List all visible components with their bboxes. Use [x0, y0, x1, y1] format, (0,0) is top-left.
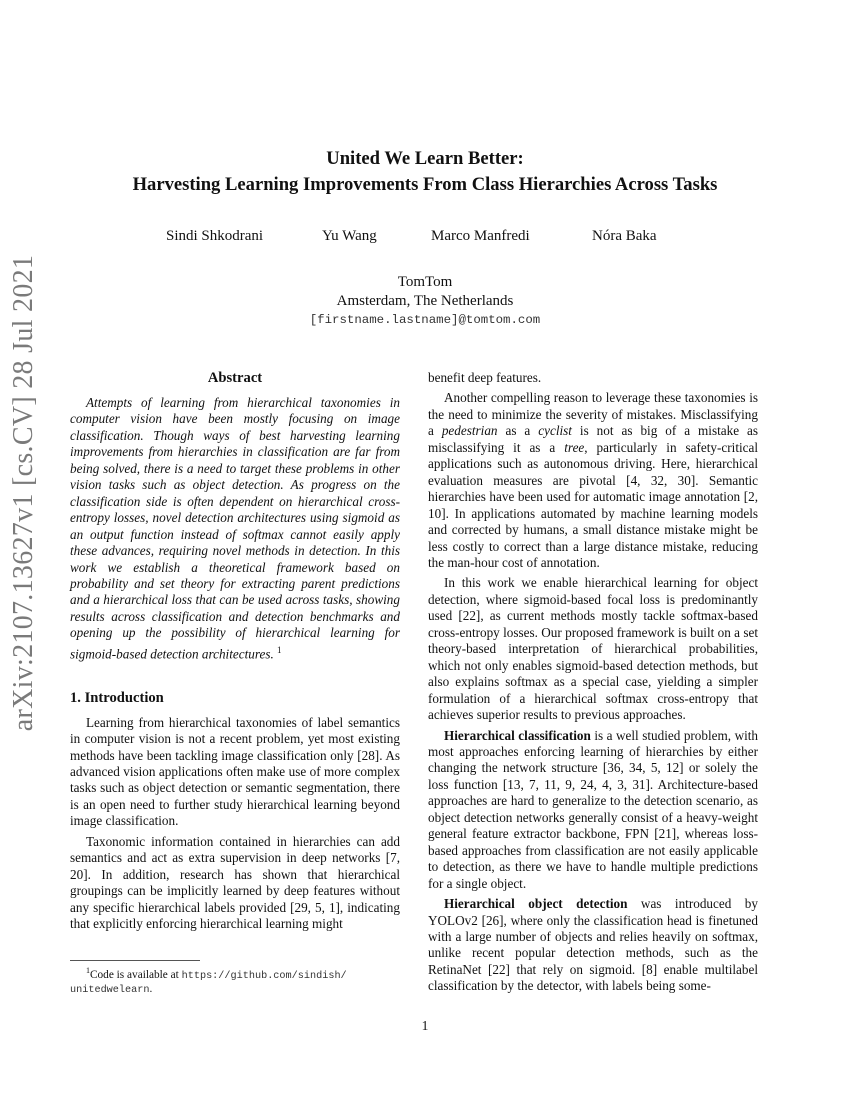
right-column: [428, 370, 758, 999]
affiliation-org: TomTom: [397, 274, 453, 290]
author-2: Yu Wang: [322, 228, 377, 244]
author-1: Sindi Shkodrani: [166, 228, 264, 244]
abstract-text: [70, 395, 400, 663]
p3-italic-cyclist: cyclist: [538, 423, 572, 439]
affiliation: [0, 273, 850, 330]
affiliation-email: [firstname.lastname]@tomtom.com: [309, 313, 541, 327]
arxiv-stamp: [4, 254, 44, 731]
intro-paragraph-2: Taxonomic information contained in hierarchies can add semantics and act as extra supervision in deep networks [7, 20]. In addition, research has shown that hierarchical groupings can be implicitly learned by deep features without any specific hierarchical labels provided [29, 5, 1], indicating that explicitly enforcing hierarchical learning might: [70, 833, 400, 932]
p3-segment-c: is not as big of a mistake as misclassifying it as a: [428, 423, 759, 455]
affiliation-location: Amsterdam, The Netherlands: [336, 293, 514, 309]
p3-segment-b: as a: [505, 423, 531, 439]
title-line-2: Harvesting Learning Improvements From Class Hierarchies Across Tasks: [132, 174, 718, 195]
author-4: Nóra Baka: [592, 228, 657, 244]
page-number: 1: [421, 1018, 429, 1033]
arxiv-stamp-text: arXiv:2107.13627v1 [cs.CV] 28 Jul 2021: [8, 254, 40, 731]
run-in-heading-hierarchical-object-detection: Hierarchical object detection: [444, 896, 628, 912]
author-3: Marco Manfredi: [431, 228, 530, 244]
intro-paragraph-4: In this work we enable hierarchical learning for object detection, where sigmoid-based focal loss is predominantly used [22], as current methods mostly tackle softmax-based cross-entropy losses. Our proposed framework is built on a set theory-based interpretation of hierarchical probabilities, which not only enables sigmoid-based detection methods, but also explains softmax as a special case, yielding a simpler formulation of a hierarchical softmax cross-entropy that achieves superior results to previous approaches.: [428, 575, 758, 723]
section-heading-introduction: 1. Introduction: [70, 689, 164, 706]
intro-paragraph-3: [428, 390, 758, 571]
left-column: [70, 370, 400, 937]
p5-text: is a well studied problem, with most approaches enforcing learning of hierarchies by either changing the network structure [36, 34, 5, 12] or solely the loss function [13, 7, 11, 9, 24, 4, 3, 31]. Architecture-based approaches are hard to generalize to the detection scenario, as object detection networks generally consist of a heavy-weight general feature extractor backbone, FPN [21], whereas loss-based approaches from classification are not easily applicable to detection, as there we have to handle multiple predictions for a single object.: [428, 727, 759, 891]
intro-paragraph-5: [428, 728, 758, 893]
abstract-footnote-mark: 1: [277, 644, 282, 655]
p3-segment-a: Another compelling reason to leverage these taxonomies is the need to minimize the severity of mistakes. Misclassifying a: [428, 390, 758, 439]
p3-segment-d: , particularly in safety-critical applications such as autonomous driving. Here, hierarchical evaluation measures are pivotal [4, 32, 30]. Semantic hierarchies have been used for automatic image annotation [2, 10]. In applications automated by machine learning models and corrected by humans, a small distance mistake might be less costly to correct than a large distance mistake, reducing the man-hour cost of annotation.: [428, 439, 759, 570]
p3-italic-tree: tree: [564, 439, 585, 455]
footnote-label: Code is available at: [90, 968, 179, 981]
footnote-end: .: [149, 983, 153, 996]
footnote: [70, 960, 400, 998]
run-in-heading-hierarchical-classification: Hierarchical classification: [444, 727, 591, 743]
footnote-url-link[interactable]: https://github.com/sindish/: [181, 970, 347, 982]
intro-paragraph-1: Learning from hierarchical taxonomies of label semantics in computer vision is not a recent problem, yet most existing methods have been tackling image classification only [28]. As advanced vision applications often make use of more complex tasks such as object detection or semantic segmentation, there is an open need to further study hierarchical learning beyond image classification.: [70, 714, 400, 829]
title-line-1: United We Learn Better:: [326, 148, 524, 169]
footnote-text: [70, 964, 400, 998]
intro-paragraph-6: [428, 896, 758, 995]
footnote-url-link-cont[interactable]: unitedwelearn: [70, 985, 150, 997]
footnote-mark: 1: [86, 966, 90, 975]
abstract-heading: Abstract: [207, 370, 263, 386]
paper-title: [0, 146, 850, 198]
footnote-rule: [70, 960, 200, 961]
abstract-body-text: Attempts of learning from hierarchical taxonomies in computer vision have been mostly focusing on image classification. Though ways of best harvesting learning improvements from hierarchies in classification are far from being solved, there is a need to target these problems in other vision tasks such as object detection. As progress on the classification side is often dependent on hierarchical cross-entropy losses, novel detection architectures using sigmoid as an output function instead of softmax cannot easily apply these advances, requiring novel methods in detection. In this work we establish a theoretical framework based on probability and set theory for extracting parent predictions and a hierarchical loss that can be used across tasks, showing results across classification and detection benchmarks and opening up the possibility of hierarchical learning for sigmoid-based detection architectures.: [70, 395, 400, 662]
p6-text: was introduced by YOLOv2 [26], where only the classification head is finetuned with a large number of objects and relies heavily on softmax, unlike recent popular detection methods, such as the RetinaNet [22] that rely on sigmoid. [8] enable multilabel classification by the detector, with labels being some-: [428, 896, 758, 994]
p3-italic-pedestrian: pedestrian: [441, 423, 498, 439]
continued-text: benefit deep features.: [428, 370, 542, 385]
